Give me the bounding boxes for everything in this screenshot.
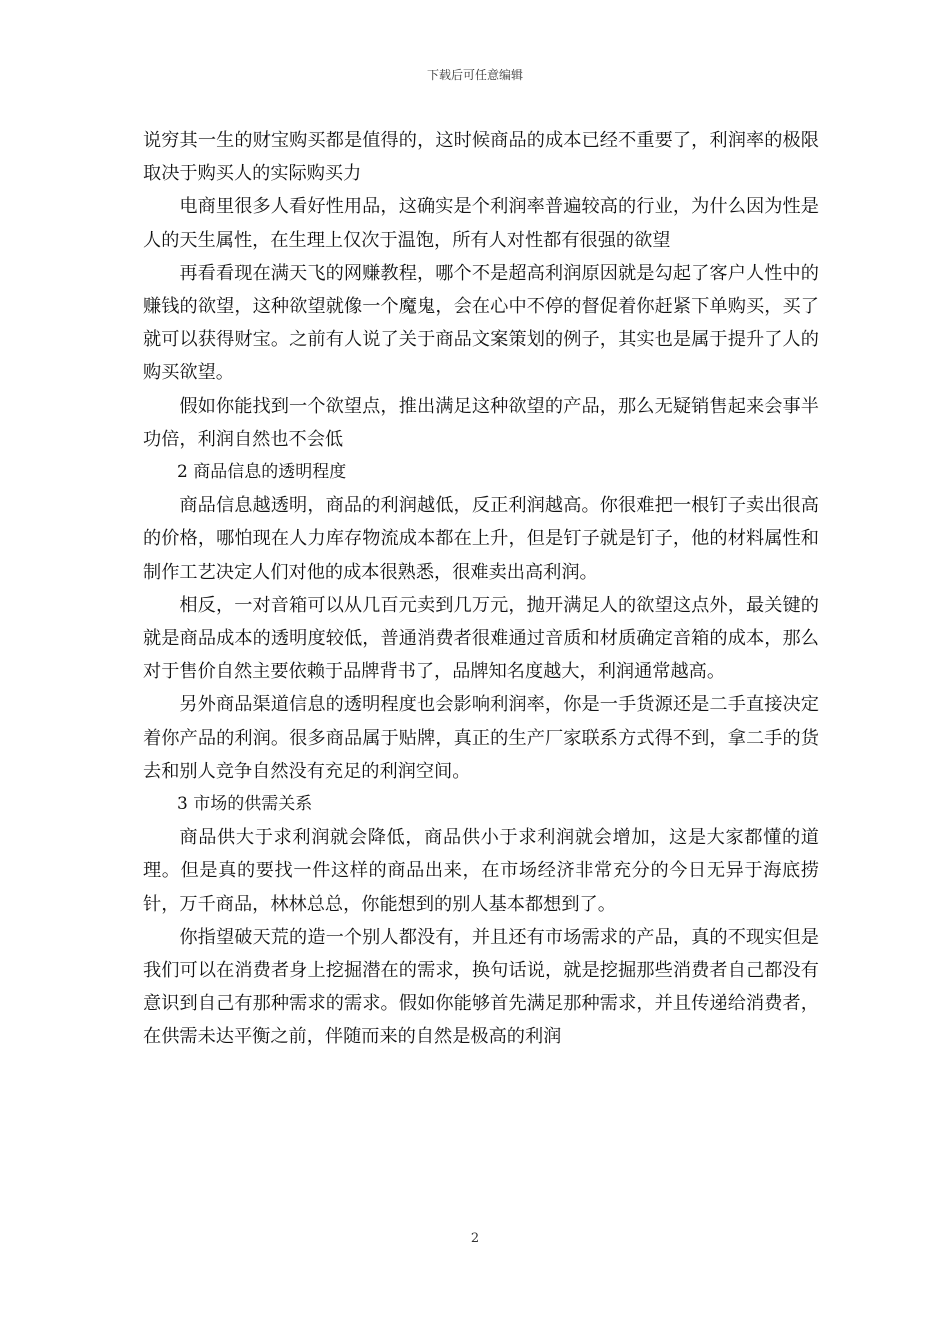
page-number: 2 xyxy=(470,1231,480,1246)
page-header: 下载后可任意编辑 xyxy=(426,68,523,82)
paragraph: 再看看现在满天飞的网赚教程，哪个不是超高利润原因就是勾起了客户人性中的赚钱的欲望，这种欲望就像一个魔鬼，会在心中不停的督促着你赶紧下单购买，买了就可以获得财宝。之前有人说了关于商品文案策划的例子，其实也是属于提升了人的购买欲望。 xyxy=(143,262,819,384)
paragraph: 假如你能找到一个欲望点，推出满足这种欲望的产品，那么无疑销售起来会事半功倍，利润自然也不会低 xyxy=(143,395,819,450)
section-heading: 2 商品信息的透明程度 xyxy=(177,462,347,483)
paragraph: 相反，一对音箱可以从几百元卖到几万元，抛开满足人的欲望这点外，最关键的就是商品成本的透明度较低，普通消费者很难通过音质和材质确定音箱的成本，那么对于售价自然主要依赖于品牌背书了，品牌知名度越大，利润通常越高。 xyxy=(143,594,819,683)
paragraph: 另外商品渠道信息的透明程度也会影响利润率，你是一手货源还是二手直接决定着你产品的利润。很多商品属于贴牌，真正的生产厂家联系方式得不到，拿二手的货去和别人竞争自然没有充足的利润空间。 xyxy=(143,694,819,782)
document-body xyxy=(143,124,819,1054)
section-heading: 3 市场的供需关系 xyxy=(177,794,313,815)
paragraph-continuation: 说穷其一生的财宝购买都是值得的，这时候商品的成本已经不重要了，利润率的极限取决于购买人的实际购买力 xyxy=(143,130,819,185)
paragraph: 商品供大于求利润就会降低，商品供小于求利润就会增加，这是大家都懂的道理。但是真的要找一件这样的商品出来，在市场经济非常充分的今日无异于海底捞针，万千商品，林林总总，你能想到的别人基本都想到了。 xyxy=(143,827,819,915)
paragraph: 商品信息越透明，商品的利润越低，反正利润越高。你很难把一根钉子卖出很高的价格，哪怕现在人力库存物流成本都在上升，但是钉子就是钉子，他的材料属性和制作工艺决定人们对他的成本很熟悉，很难卖出高利润。 xyxy=(143,495,819,583)
paragraph: 你指望破天荒的造一个别人都没有，并且还有市场需求的产品，真的不现实但是我们可以在消费者身上挖掘潜在的需求，换句话说，就是挖掘那些消费者自己都没有意识到自己有那种需求的需求。假如你能够首先满足那种需求，并且传递给消费者，在供需未达平衡之前，伴随而来的自然是极高的利润 xyxy=(143,926,819,1048)
paragraph: 电商里很多人看好性用品，这确实是个利润率普遍较高的行业，为什么因为性是人的天生属性，在生理上仅次于温饱，所有人对性都有很强的欲望 xyxy=(143,196,819,251)
